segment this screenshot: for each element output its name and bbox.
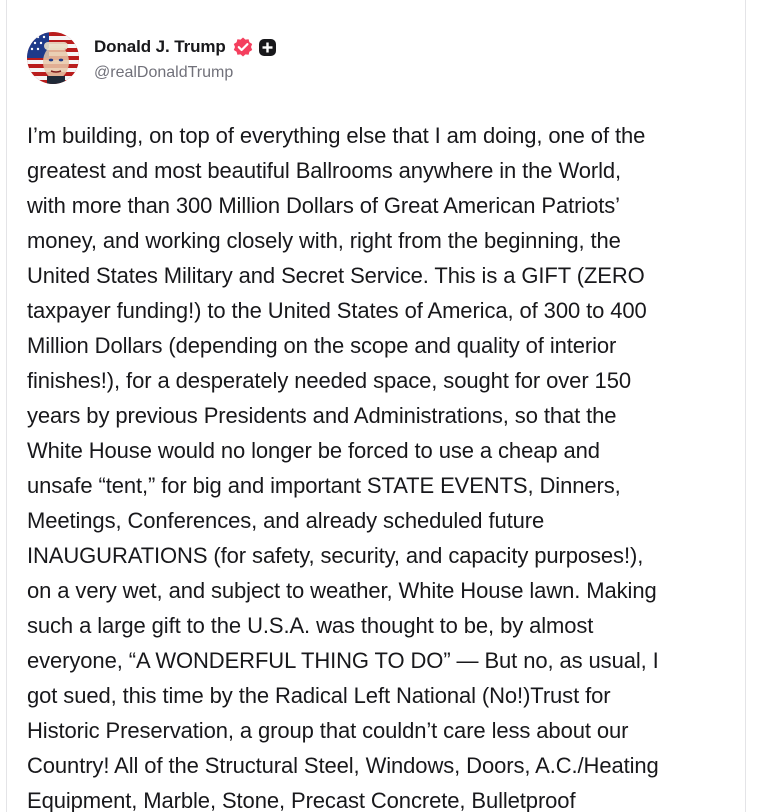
author-identity [94, 36, 277, 82]
user-handle[interactable]: @realDonaldTrump [94, 64, 234, 81]
avatar-flag-portrait-icon [27, 32, 79, 84]
plus-badge-icon [258, 38, 277, 57]
avatar[interactable] [27, 32, 79, 84]
verified-badge-icon [232, 36, 254, 58]
post-header [27, 32, 277, 84]
name-row [94, 36, 277, 58]
post-card [6, 0, 746, 812]
post-text: I’m building, on top of everything else that I am doing, one of the greatest and most beautiful Ballrooms anywhere in the World, with more than 300 Million Dollars of Great American Patriots’ money, and working closely with, right from the beginning, the United States Military and Secret Service. This is a GIFT (ZERO taxpayer funding!) to the United States of America, of 300 to 400 Million Dollars (depending on the scope and quality of interior finishes!), for a desperately needed space, sought for over 150 years by previous Presidents and Administrations, so that the White House would no longer be forced to use a cheap and unsafe “tent,” for big and important STATE EVENTS, Dinners, Meetings, Conferences, and already scheduled future INAUGURATIONS (for safety, security, and capacity purposes!), on a very wet, and subject to weather, White House lawn. Making such a large gift to the U.S.A. was thought to be, by almost everyone, “A WONDERFUL THING TO DO” — But no, as usual, I got sued, this time by the Radical Left National (No!)Trust for Historic Preservation, a group that couldn’t care less about our Country! All of the Structural Steel, Windows, Doors, A.C./Heating Equipment, Marble, Stone, Precast Concrete, Bulletproof [27, 123, 659, 812]
display-name[interactable]: Donald J. Trump [94, 37, 226, 56]
